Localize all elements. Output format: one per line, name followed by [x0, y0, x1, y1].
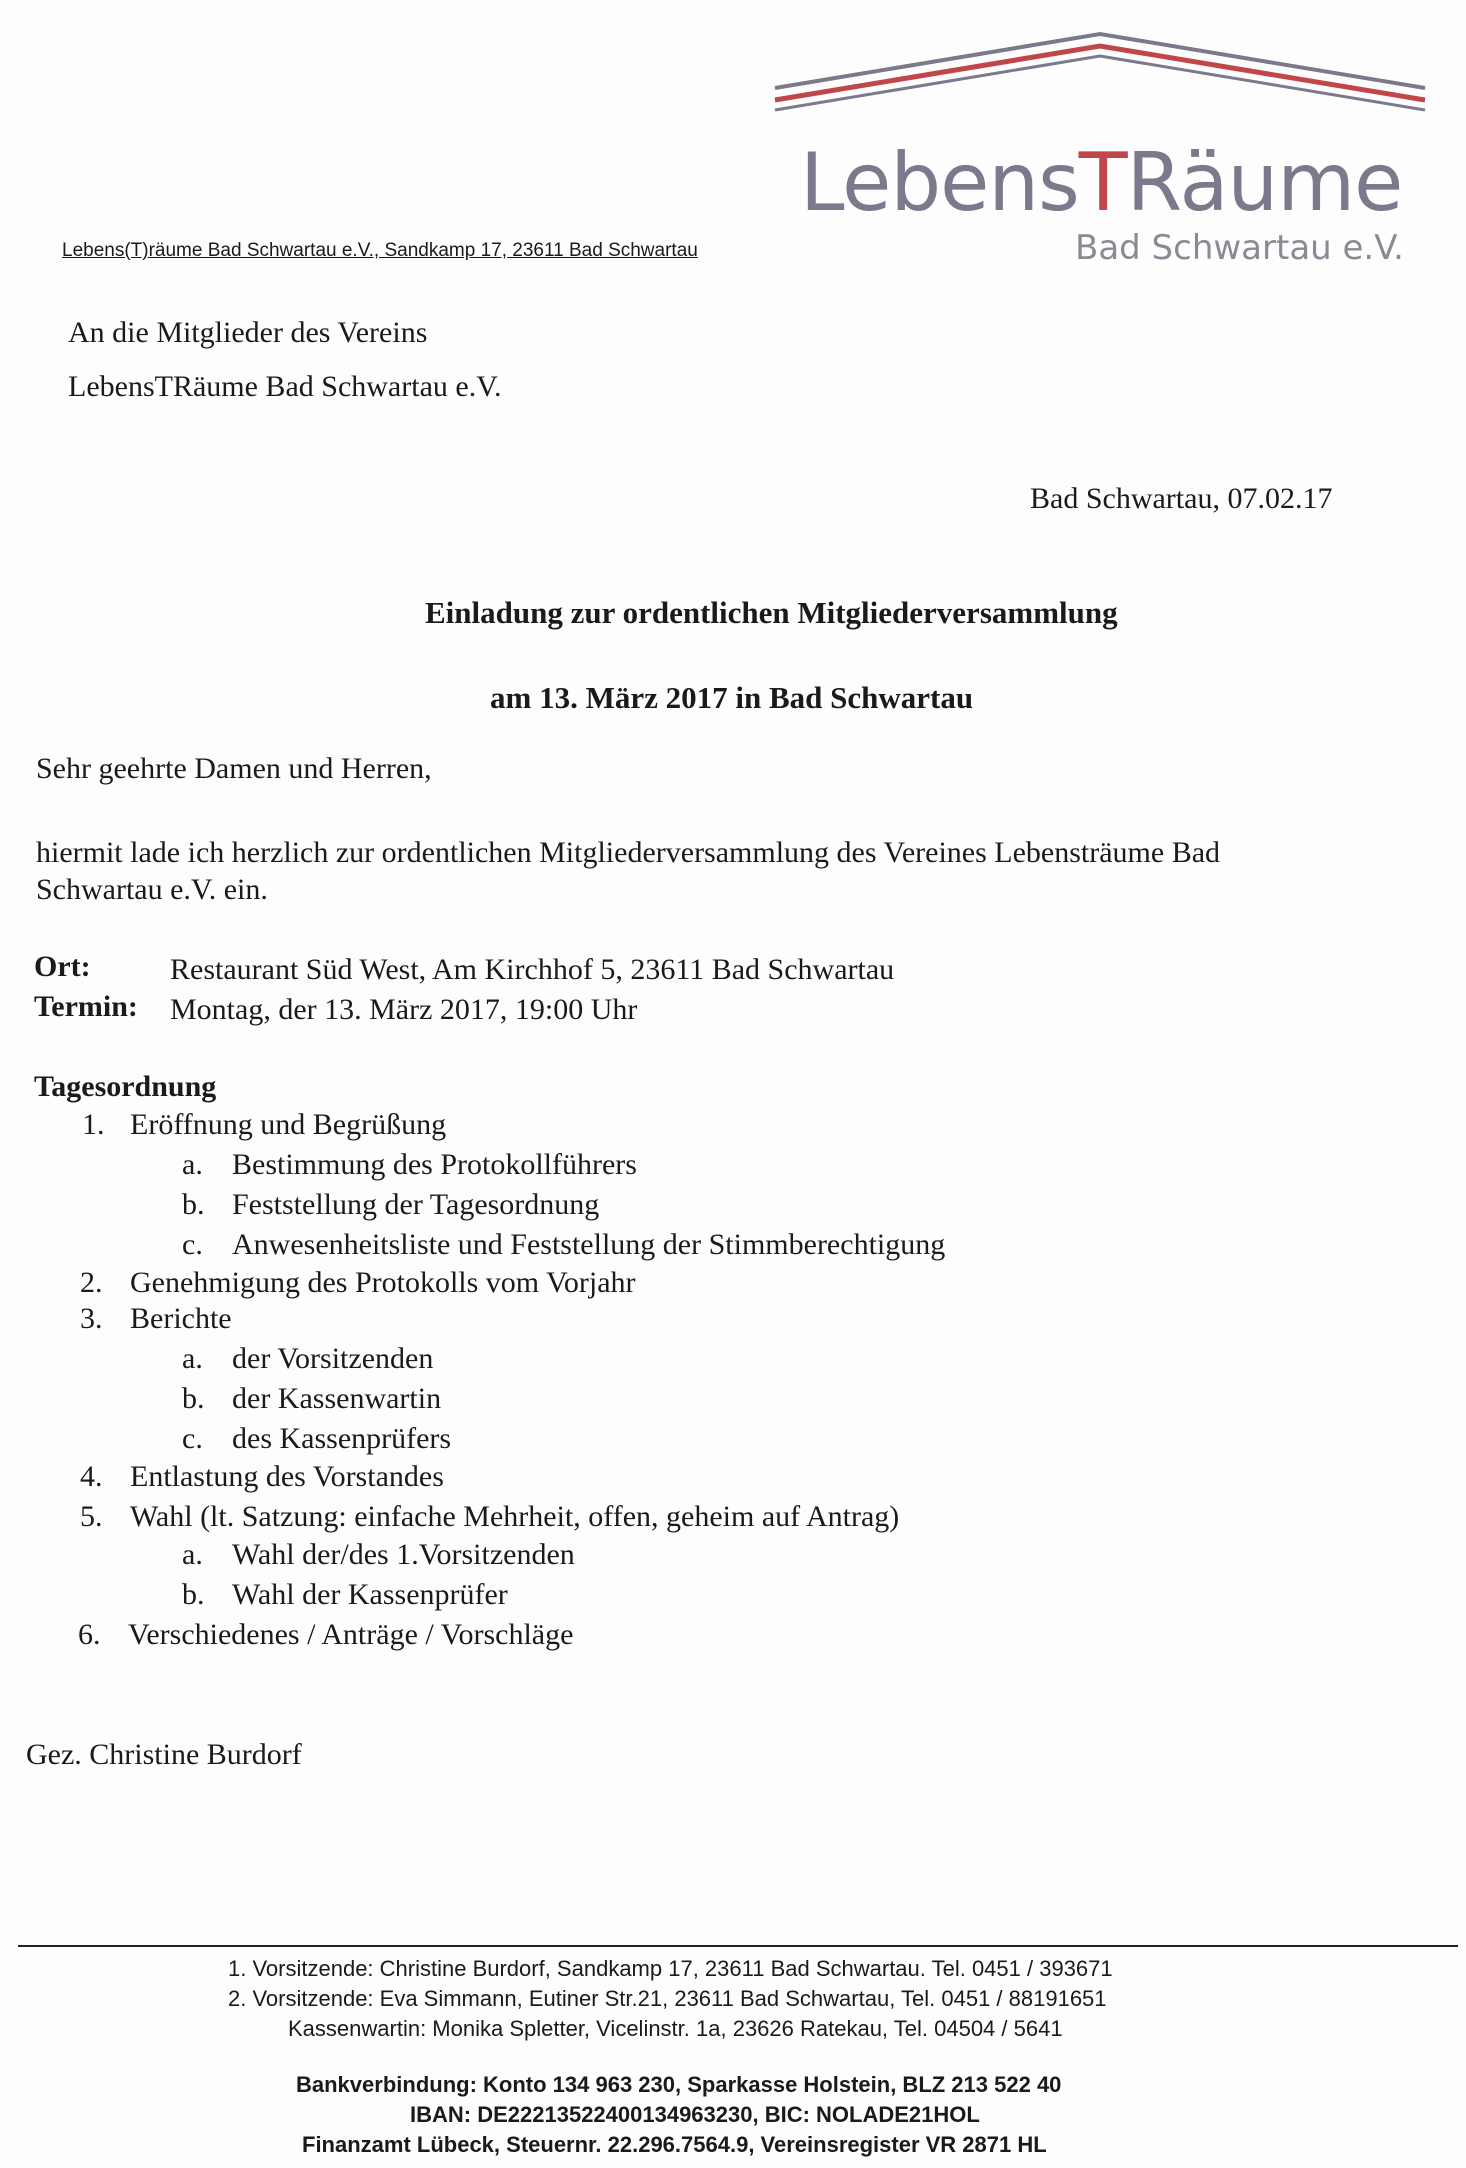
agenda-item-text: Wahl (lt. Satzung: einfache Mehrheit, offen, geheim auf Antrag)	[130, 1500, 900, 1533]
footer-tax-register: Finanzamt Lübeck, Steuernr. 22.296.7564.9, Vereinsregister VR 2871 HL	[302, 2132, 1047, 2157]
agenda-subitem-text: der Kassenwartin	[232, 1382, 442, 1415]
agenda-subitem-letter: a.	[182, 1538, 203, 1571]
footer-chair-1: 1. Vorsitzende: Christine Burdorf, Sandkamp 17, 23611 Bad Schwartau. Tel. 0451 / 393671	[228, 1956, 1113, 1981]
letter-date: Bad Schwartau, 07.02.17	[1030, 482, 1333, 515]
agenda-heading: Tagesordnung	[34, 1070, 217, 1103]
date-time-value: Montag, der 13. März 2017, 19:00 Uhr	[170, 993, 638, 1026]
agenda-item-text: Verschiedenes / Anträge / Vorschläge	[128, 1618, 574, 1651]
agenda-item-number: 2.	[80, 1266, 103, 1299]
agenda-subitem-letter: a.	[182, 1148, 203, 1181]
agenda-subitem-letter: b.	[182, 1188, 205, 1221]
footer-treasurer: Kassenwartin: Monika Spletter, Vicelinstr. 1a, 23626 Ratekau, Tel. 04504 / 5641	[288, 2016, 1063, 2041]
agenda-item-number: 1.	[82, 1108, 105, 1141]
footer-bank-account: Bankverbindung: Konto 134 963 230, Sparkasse Holstein, BLZ 213 522 40	[296, 2072, 1062, 2097]
footer-iban: IBAN: DE22213522400134963230, BIC: NOLADE21HOL	[410, 2102, 980, 2127]
logo-word-part: Lebens	[800, 136, 1079, 229]
agenda-subitem-text: Anwesenheitsliste und Feststellung der Stimmberechtigung	[232, 1228, 946, 1261]
agenda-item-text: Entlastung des Vorstandes	[130, 1460, 444, 1493]
agenda-subitem-text: Wahl der/des 1.Vorsitzenden	[232, 1538, 575, 1571]
logo-word-accent: T	[1078, 136, 1127, 229]
club-logo	[770, 28, 1430, 268]
recipient-line-1: An die Mitglieder des Vereins	[68, 316, 428, 349]
agenda-item-text: Genehmigung des Protokolls vom Vorjahr	[130, 1266, 636, 1299]
footer-divider	[18, 1945, 1458, 1947]
location-value: Restaurant Süd West, Am Kirchhof 5, 23611 Bad Schwartau	[170, 953, 895, 986]
agenda-subitem-letter: c.	[182, 1228, 203, 1261]
recipient-line-2: LebensTRäume Bad Schwartau e.V.	[68, 370, 502, 403]
agenda-subitem-text: der Vorsitzenden	[232, 1342, 434, 1375]
letter-title: Einladung zur ordentlichen Mitgliederversammlung	[425, 595, 1118, 630]
agenda-item-number: 5.	[80, 1500, 103, 1533]
body-text-line-1: hiermit lade ich herzlich zur ordentlichen Mitgliederversammlung des Vereines Lebensträume Bad	[36, 836, 1221, 869]
agenda-subitem-letter: b.	[182, 1578, 205, 1611]
signature: Gez. Christine Burdorf	[26, 1738, 302, 1771]
agenda-item-number: 3.	[80, 1302, 103, 1335]
salutation: Sehr geehrte Damen und Herren,	[36, 752, 432, 785]
agenda-subitem-letter: b.	[182, 1382, 205, 1415]
agenda-subitem-text: Bestimmung des Protokollführers	[232, 1148, 637, 1181]
logo-subtitle: Bad Schwartau e.V.	[1075, 228, 1404, 268]
footer-chair-2: 2. Vorsitzende: Eva Simmann, Eutiner Str.21, 23611 Bad Schwartau, Tel. 0451 / 88191651	[228, 1986, 1107, 2011]
agenda-item-number: 4.	[80, 1460, 103, 1493]
body-text-line-2: Schwartau e.V. ein.	[36, 873, 268, 906]
letter-subtitle: am 13. März 2017 in Bad Schwartau	[490, 680, 974, 715]
agenda-item-text: Berichte	[130, 1302, 232, 1335]
sender-address-line: Lebens(T)räume Bad Schwartau e.V., Sandkamp 17, 23611 Bad Schwartau	[62, 240, 698, 261]
agenda-subitem-letter: c.	[182, 1422, 203, 1455]
agenda-subitem-text: des Kassenprüfers	[232, 1422, 452, 1455]
location-label: Ort:	[34, 950, 91, 983]
agenda-item-text: Eröffnung und Begrüßung	[130, 1108, 447, 1141]
roof-icon	[770, 28, 1430, 118]
date-time-label: Termin:	[34, 990, 138, 1023]
agenda-subitem-letter: a.	[182, 1342, 203, 1375]
agenda-subitem-text: Wahl der Kassenprüfer	[232, 1578, 508, 1611]
agenda-item-number: 6.	[78, 1618, 101, 1651]
logo-word-part: Räume	[1126, 136, 1403, 229]
logo-wordmark	[800, 136, 1402, 229]
agenda-subitem-text: Feststellung der Tagesordnung	[232, 1188, 600, 1221]
